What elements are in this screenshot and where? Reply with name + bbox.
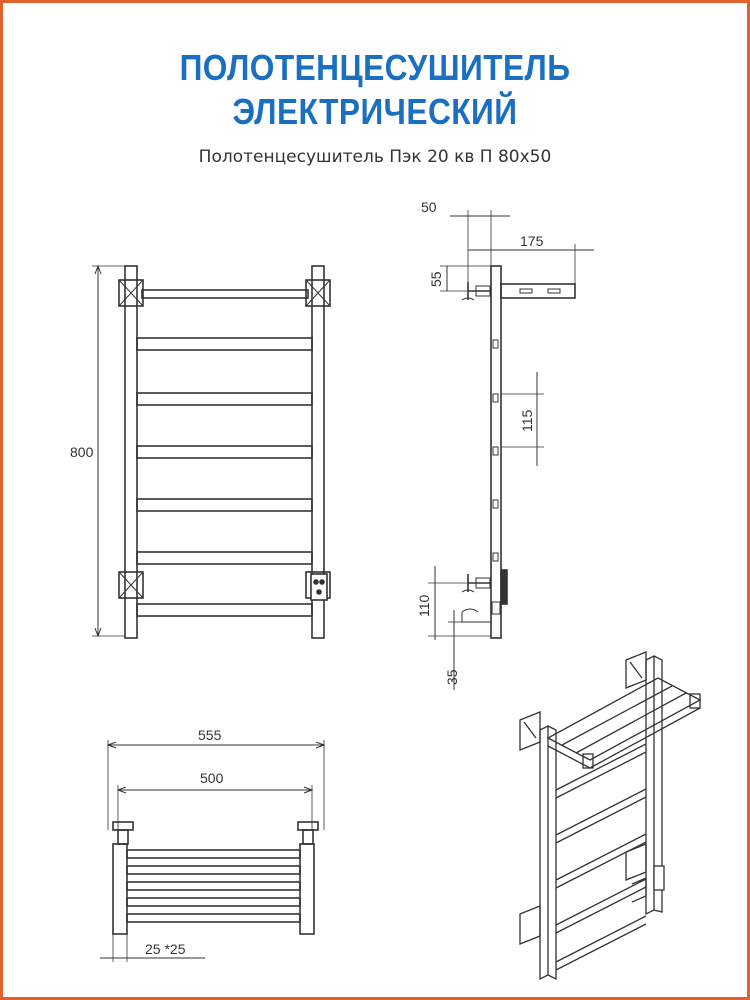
dim-mount-bottom: 110 xyxy=(416,594,432,617)
dim-mount-top: 55 xyxy=(428,271,444,287)
dim-overall-width: 555 xyxy=(198,727,222,743)
product-subtitle: Полотенцесушитель Пэк 20 кв П 80х50 xyxy=(198,147,552,167)
dim-profile: 25 *25 xyxy=(145,941,186,957)
title-line-1: ПОЛОТЕНЦЕСУШИТЕЛЬ xyxy=(179,47,571,88)
title-line-2: ЭЛЕКТРИЧЕСКИЙ xyxy=(232,91,518,132)
dim-shelf-depth: 175 xyxy=(520,233,544,249)
dim-axis-width: 500 xyxy=(200,770,224,786)
front-view xyxy=(92,266,330,638)
dim-height: 800 xyxy=(70,444,94,460)
dim-shelf-offset: 50 xyxy=(421,199,437,215)
side-view xyxy=(428,210,594,690)
isometric-view xyxy=(520,652,700,979)
dim-bottom-gap: 35 xyxy=(444,669,460,685)
dim-rung-pitch: 115 xyxy=(519,409,535,432)
